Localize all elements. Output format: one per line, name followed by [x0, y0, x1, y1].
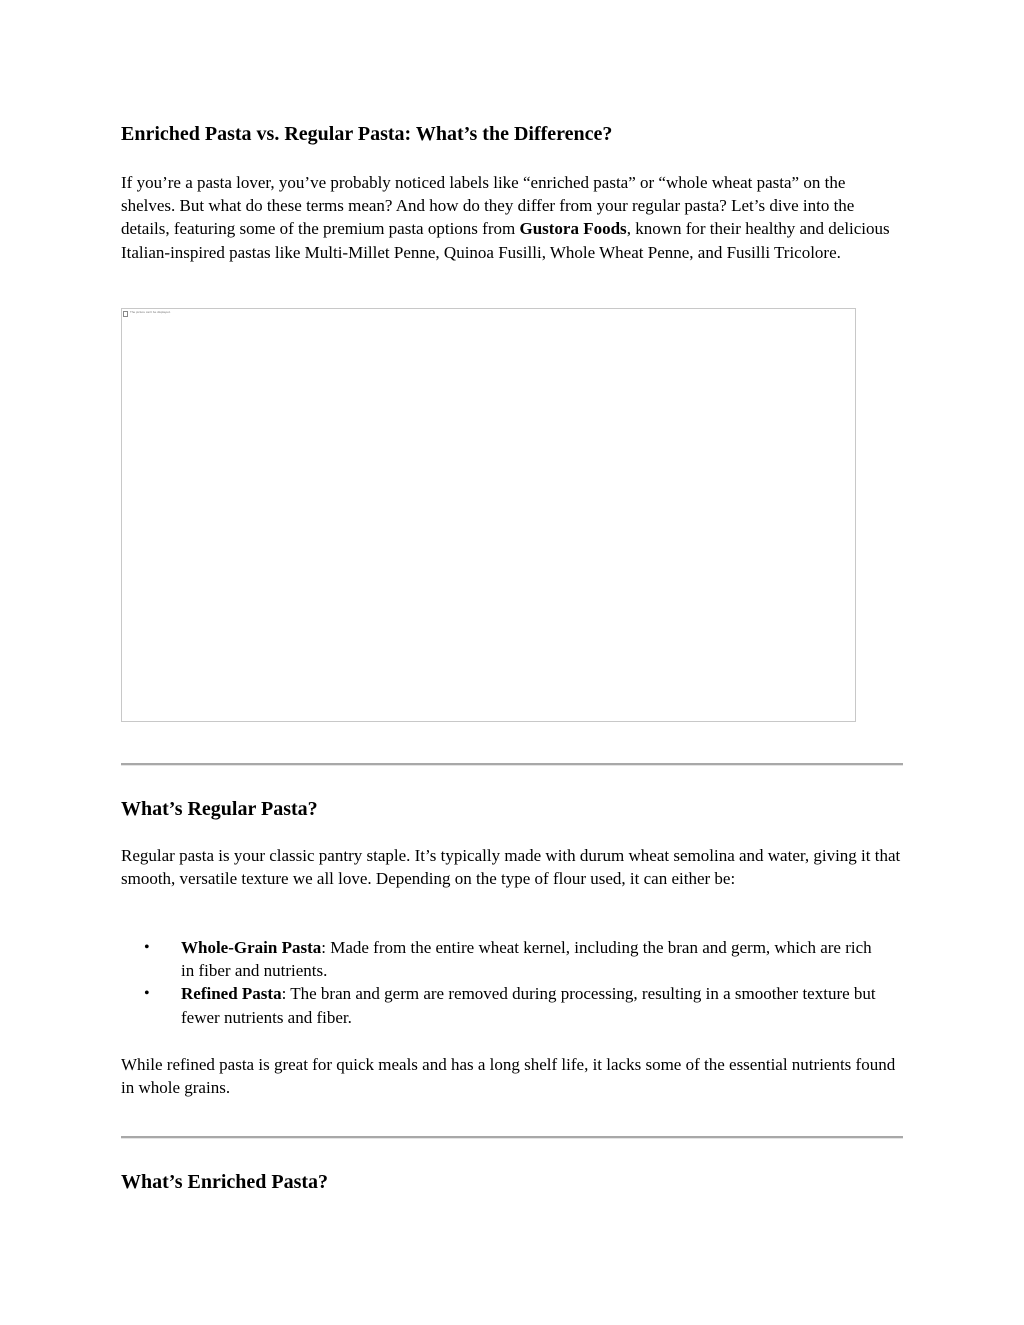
intro-paragraph — [121, 171, 903, 264]
section-heading-regular: What’s Regular Pasta? — [121, 798, 318, 820]
regular-pasta-paragraph: Regular pasta is your classic pantry staple. It’s typically made with durum wheat semolina and water, giving it that smooth, versatile texture we all love. Depending on the type of flour used, it can either be: — [121, 846, 901, 889]
list-item-text: : Made from the entire wheat kernel, including the bran and germ, which are rich in fiber and nutrients. — [181, 938, 872, 981]
intro-text-1: If you’re a pasta lover, you’ve probably noticed labels like “enriched pasta” or “whole wheat pasta” on the shelves. But what do these terms mean? And how do they differ from your regular pasta? Let’s dive into the details, featuring some of the premium pasta options from — [121, 173, 855, 239]
pasta-type-list — [121, 936, 903, 1029]
list-item-term: Whole-Grain Pasta — [181, 938, 322, 957]
list-item — [121, 982, 881, 1028]
section-heading-enriched: What’s Enriched Pasta? — [121, 1171, 329, 1193]
article-title: Enriched Pasta vs. Regular Pasta: What’s the Difference? — [121, 123, 613, 145]
image-alt-text: The picture can't be displayed. — [130, 310, 171, 314]
list-item — [121, 936, 881, 982]
broken-image-placeholder — [121, 308, 856, 722]
divider — [121, 763, 903, 766]
bullet-icon: • — [144, 985, 150, 1003]
broken-image-icon — [123, 311, 128, 317]
intro-text-2: , known for their healthy and delicious Italian-inspired pastas like Multi-Millet Penne, Quinoa Fusilli, Whole Wheat Penne, and Fusilli Tricolore. — [121, 219, 890, 262]
brand-name: Gustora Foods — [519, 219, 627, 239]
regular-pasta-closing: While refined pasta is great for quick meals and has a long shelf life, it lacks some of the essential nutrients found in whole grains. — [121, 1055, 896, 1098]
bullet-icon: • — [144, 939, 150, 956]
list-item-text: : The bran and germ are removed during processing, resulting in a smoother texture but fewer nutrients and fiber. — [181, 984, 876, 1027]
divider — [121, 1136, 903, 1139]
list-item-term: Refined Pasta — [181, 984, 282, 1004]
